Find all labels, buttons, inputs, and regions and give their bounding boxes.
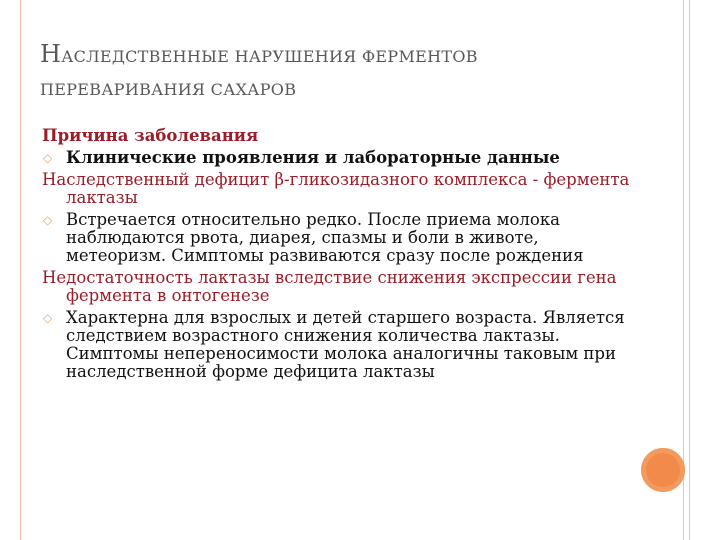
bullet-text: Характерна для взрослых и детей старшего возраста. Является следствием возрастного снижения количества лактазы. Симптомы непереносимости молока аналогичны таковым при наследственной форме дефицита лактазы <box>66 308 625 381</box>
slide-frame-left <box>20 0 21 540</box>
bullet-item <box>42 309 642 381</box>
orange-circle-decoration <box>641 448 685 492</box>
hollow-diamond-bullet-icon: ◇ <box>43 213 53 227</box>
bullet-item <box>42 149 642 167</box>
slide-frame-right-inner <box>689 0 690 540</box>
bullet-item <box>42 211 642 265</box>
title-initial: Н <box>40 40 62 68</box>
title-rest: АСЛЕДСТВЕННЫЕ НАРУШЕНИЯ ФЕРМЕНТОВ <box>61 47 478 66</box>
cause-item: Наследственный дефицит β-гликозидазного комплекса - фермента лактазы <box>42 170 630 207</box>
cause-item: Недостаточность лактазы вследствие снижения экспрессии гена фермента в онтогенезе <box>42 268 617 305</box>
slide-content <box>42 127 642 385</box>
title-line-2-text: ПЕРЕВАРИВАНИЯ САХАРОВ <box>40 80 297 99</box>
slide-frame-right <box>683 0 684 540</box>
hollow-diamond-bullet-icon: ◇ <box>43 311 53 325</box>
slide-title-line-2 <box>40 80 296 99</box>
bullet-text: Клинические проявления и лабораторные данные <box>66 148 560 167</box>
bullet-text: Встречается относительно редко. После приема молока наблюдаются рвота, диарея, спазмы и боли в животе, метеоризм. Симптомы развиваются сразу после рождения <box>66 210 584 265</box>
slide-title-line-1 <box>40 40 478 68</box>
cause-heading: Причина заболевания <box>42 126 259 145</box>
hollow-diamond-bullet-icon: ◇ <box>43 151 53 165</box>
